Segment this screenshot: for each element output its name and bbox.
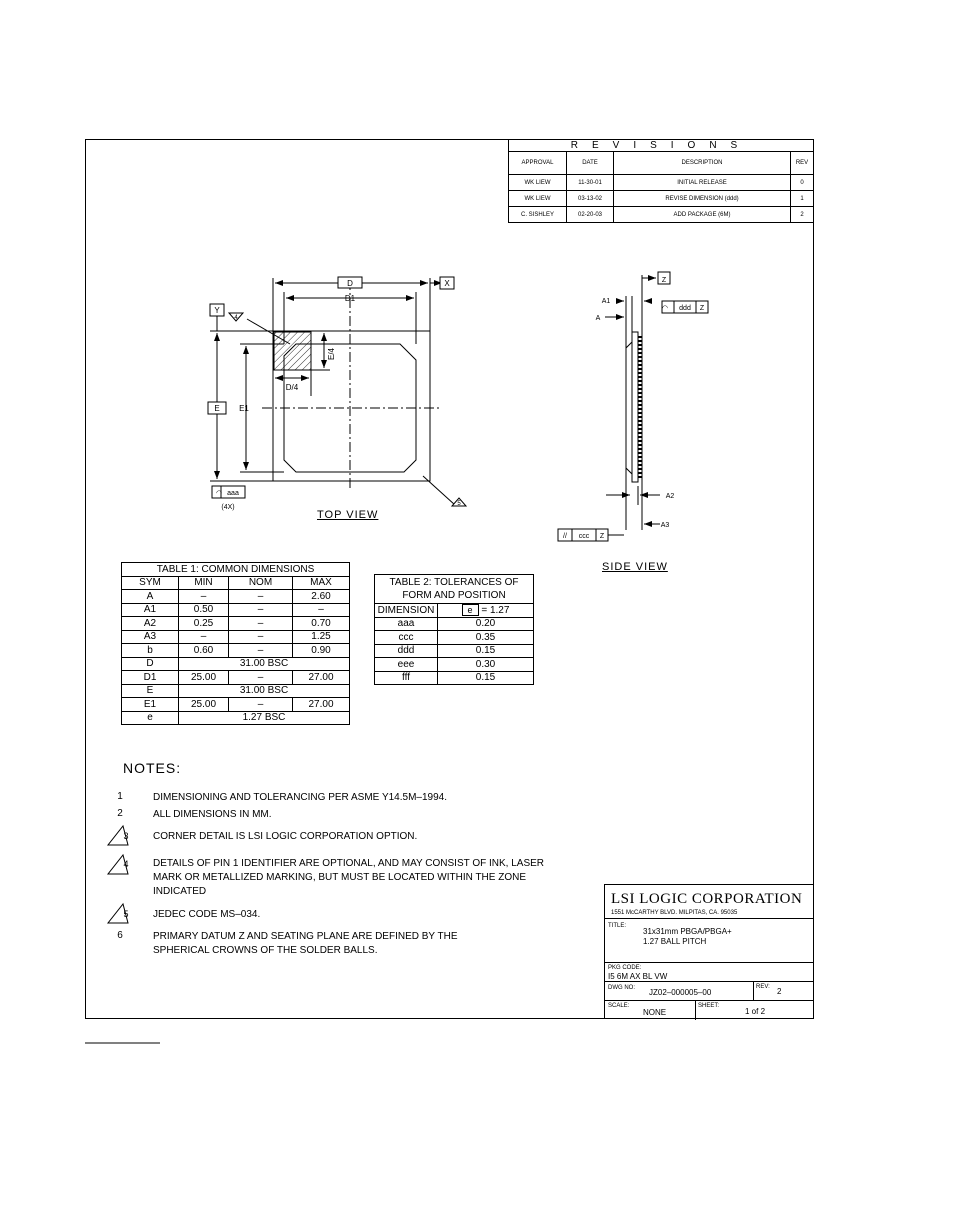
cell-value: 0.20: [438, 617, 534, 631]
cell-max: 27.00: [293, 698, 350, 712]
note-text: DIMENSIONING AND TOLERANCING PER ASME Y14.5M–1994.: [153, 792, 447, 803]
cell-sym: aaa: [375, 617, 438, 631]
cell-min: 0.60: [179, 644, 229, 658]
side-mold-cap: [626, 342, 632, 474]
title-line1: 31x31mm PBGA/PBGA+: [643, 927, 732, 936]
note4-marker: 4: [234, 315, 238, 321]
label-D1: D1: [344, 294, 356, 303]
table1-row: [122, 590, 350, 604]
table1-row: [122, 644, 350, 658]
cell-value: 1.27 BSC: [179, 711, 350, 725]
top-view-labels: [214, 279, 461, 511]
note-number: 6: [117, 930, 123, 941]
top-view-label: TOP VIEW: [317, 509, 379, 521]
note-text: CORNER DETAIL IS LSI LOGIC CORPORATION OPTION.: [153, 831, 418, 842]
rev-date: 03-13-02: [567, 191, 614, 207]
rev-approval: C. SISHLEY: [509, 207, 567, 223]
profile-symbol-side: ◠: [661, 305, 669, 312]
cell-min: 0.25: [179, 617, 229, 631]
label-aaa: aaa: [227, 490, 239, 497]
label-4x: (4X): [221, 504, 235, 511]
cell-value: 31.00 BSC: [179, 657, 350, 671]
cell-value: 0.15: [438, 671, 534, 685]
note-number: 5: [123, 909, 129, 919]
table2-row: [375, 671, 534, 685]
title-row: [605, 918, 813, 963]
rev-number: 2: [791, 207, 814, 223]
cell-min: 25.00: [179, 698, 229, 712]
label-E4: E/4: [327, 347, 336, 361]
table2-tolerances: [374, 574, 534, 685]
datum-X-label: X: [444, 279, 450, 288]
pkg-row: [605, 962, 813, 982]
cell-min: –: [179, 590, 229, 604]
note-text: DETAILS OF PIN 1 IDENTIFIER ARE OPTIONAL, AND MAY CONSIST OF INK, LASER MARK OR METALLIZED MARKING, BUT MUST BE LOCATED WITHIN THE ZONE INDICATED: [153, 858, 545, 897]
note-number: 2: [117, 808, 123, 819]
table1-row: [122, 603, 350, 617]
cell-nom: –: [229, 590, 293, 604]
table2-pitch: [438, 604, 534, 618]
cell-value: 0.15: [438, 644, 534, 658]
cell-sym: A2: [122, 617, 179, 631]
table1-common-dimensions: [121, 562, 350, 725]
cell-sym: E1: [122, 698, 179, 712]
cell-sym: D: [122, 657, 179, 671]
rev-date: 11-30-01: [567, 175, 614, 191]
cell-max: 1.25: [293, 630, 350, 644]
company-address: 1551 McCARTHY BLVD. MILPITAS, CA. 95035: [611, 910, 738, 916]
table2-title-line2: FORM AND POSITION: [402, 590, 506, 601]
leader-note5: [423, 476, 455, 505]
cell-nom: –: [229, 630, 293, 644]
rev-approval: WK LIEW: [509, 191, 567, 207]
table2-row: [375, 617, 534, 631]
table2-row: [375, 658, 534, 672]
top-view: [208, 277, 466, 506]
cell-sym: eee: [375, 658, 438, 672]
cell-max: –: [293, 603, 350, 617]
table1-header: SYM: [122, 576, 179, 590]
cell-sym: A1: [122, 603, 179, 617]
label-A3: A3: [660, 522, 670, 529]
rev-header-rev: REV: [791, 152, 814, 175]
cell-min: –: [179, 630, 229, 644]
cell-sym: D1: [122, 671, 179, 685]
cell-max: 0.70: [293, 617, 350, 631]
table2-row: [375, 631, 534, 645]
scale-label: SCALE:: [608, 1003, 630, 1009]
table1-header: MIN: [179, 576, 229, 590]
rev-description: ADD PACKAGE (6M): [614, 207, 791, 223]
scale-row: [605, 1000, 813, 1020]
cell-sym: b: [122, 644, 179, 658]
label-E: E: [214, 404, 220, 413]
label-A: A: [595, 315, 601, 322]
title-line2: 1.27 BALL PITCH: [643, 937, 707, 946]
rev-date: 02-20-03: [567, 207, 614, 223]
cell-nom: –: [229, 644, 293, 658]
table1-row: [122, 711, 350, 725]
table1-header: MAX: [293, 576, 350, 590]
sheet-label: SHEET:: [698, 1003, 720, 1009]
rev-label: REV:: [756, 984, 770, 990]
scale-value: NONE: [643, 1008, 667, 1017]
label-A2: A2: [665, 493, 675, 500]
label-ccc-datum: Z: [599, 533, 605, 540]
table1-title: TABLE 1: COMMON DIMENSIONS: [122, 563, 350, 577]
cell-sym: e: [122, 711, 179, 725]
label-A1: A1: [601, 298, 611, 305]
rev-header-date: DATE: [567, 152, 614, 175]
label-ddd: ddd: [679, 305, 691, 312]
rev-number: 1: [791, 191, 814, 207]
title-block: [604, 884, 814, 1019]
datum-Y-label: Y: [214, 306, 220, 315]
cell-sym: ccc: [375, 631, 438, 645]
note-number: 4: [123, 859, 129, 869]
pkg-label: PKG CODE:: [608, 965, 642, 971]
table1-row: [122, 698, 350, 712]
rev-description: REVISE DIMENSION (ddd): [614, 191, 791, 207]
table1-row: [122, 617, 350, 631]
datum-Z-label: Z: [661, 277, 667, 284]
table1-row: [122, 657, 350, 671]
note-text: JEDEC CODE MS–034.: [153, 909, 261, 920]
cell-sym: E: [122, 684, 179, 698]
cell-sym: fff: [375, 671, 438, 685]
cell-value: 0.35: [438, 631, 534, 645]
table1-row: [122, 671, 350, 685]
title-label: TITLE:: [608, 923, 627, 929]
cell-nom: –: [229, 603, 293, 617]
label-ddd-datum: Z: [699, 305, 705, 312]
cell-sym: A3: [122, 630, 179, 644]
cell-min: 0.50: [179, 603, 229, 617]
cell-max: 0.90: [293, 644, 350, 658]
company-name: LSI LOGIC CORPORATION: [611, 891, 803, 907]
revisions-title: REVISIONS: [509, 140, 814, 152]
label-ccc: ccc: [578, 533, 590, 540]
table1-row: [122, 630, 350, 644]
rev-description: INITIAL RELEASE: [614, 175, 791, 191]
side-view: [558, 272, 708, 541]
pkg-value: I5 6M AX BL VW: [608, 972, 668, 981]
rev-value: 2: [777, 987, 782, 996]
cell-value: 0.30: [438, 658, 534, 672]
cell-sym: A: [122, 590, 179, 604]
rev-header-approval: APPROVAL: [509, 152, 567, 175]
rev-approval: WK LIEW: [509, 175, 567, 191]
note-text: PRIMARY DATUM Z AND SEATING PLANE ARE DEFINED BY THE SPHERICAL CROWNS OF THE SOLDER BALLS.: [153, 931, 458, 956]
cell-nom: –: [229, 671, 293, 685]
cell-nom: –: [229, 698, 293, 712]
label-D4: D/4: [285, 383, 299, 392]
table2-title: [375, 575, 534, 604]
sheet-value: 1 of 2: [745, 1007, 766, 1016]
profile-symbol: ◠: [216, 490, 223, 497]
cell-nom: –: [229, 617, 293, 631]
pitch-value: = 1.27: [481, 605, 510, 617]
cell-max: 2.60: [293, 590, 350, 604]
table1-row: [122, 684, 350, 698]
rev-number: 0: [791, 175, 814, 191]
cell-min: 25.00: [179, 671, 229, 685]
parallel-symbol: //: [563, 533, 567, 540]
table2-dim-label: DIMENSION: [375, 604, 438, 618]
notes-title: NOTES:: [123, 760, 182, 776]
pitch-symbol-box: e: [462, 604, 479, 616]
label-E1: E1: [239, 404, 249, 413]
side-view-labels: [563, 277, 705, 540]
side-substrate: [632, 332, 638, 482]
note-number: 3: [123, 831, 129, 841]
rev-header-description: DESCRIPTION: [614, 152, 791, 175]
cell-sym: ddd: [375, 644, 438, 658]
cell-max: 27.00: [293, 671, 350, 685]
table2-row: [375, 644, 534, 658]
note-text: ALL DIMENSIONS IN MM.: [153, 809, 272, 820]
dwg-label: DWG NO:: [608, 985, 635, 991]
dwg-row: [605, 981, 813, 1001]
note-number: 1: [117, 791, 123, 802]
cell-value: 31.00 BSC: [179, 684, 350, 698]
side-view-label: SIDE VIEW: [602, 561, 668, 573]
dwg-value: JZ02–000005–00: [649, 988, 712, 997]
table1-header: NOM: [229, 576, 293, 590]
label-D: D: [347, 279, 353, 288]
table2-title-line1: TABLE 2: TOLERANCES OF: [389, 577, 519, 588]
note5-marker: 5: [457, 501, 461, 507]
